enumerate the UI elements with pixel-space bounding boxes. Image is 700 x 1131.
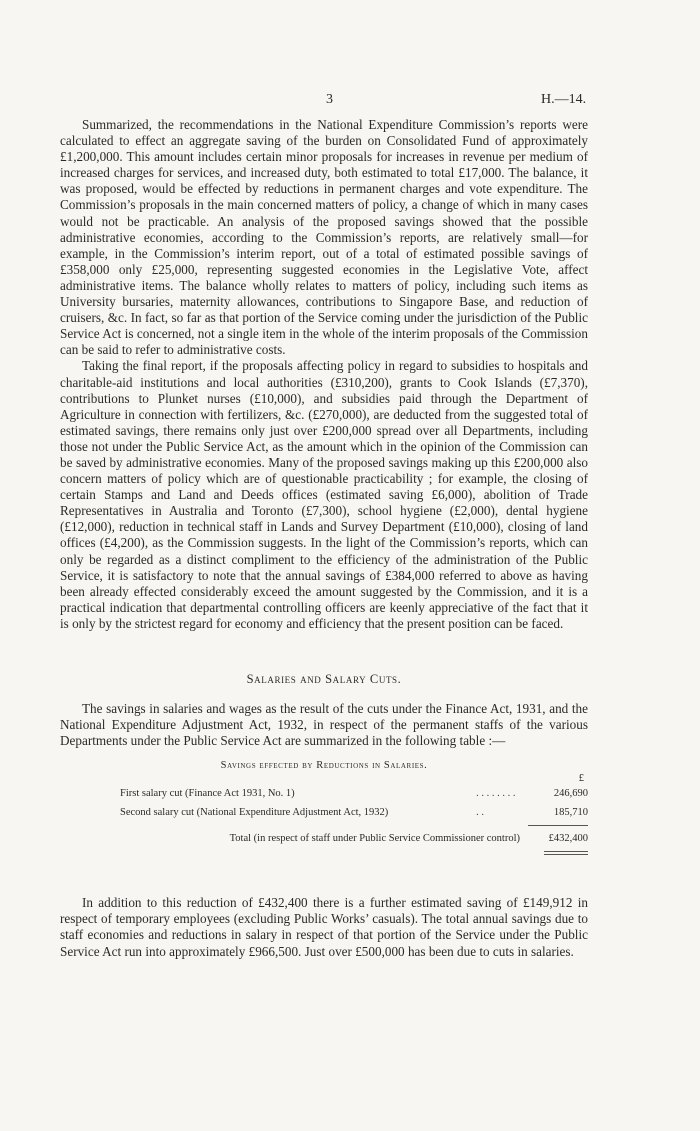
row-amount: 246,690 [553,788,588,800]
table-row [60,784,588,803]
sum-rule [528,825,588,826]
page-number: 3 [326,92,333,107]
table-title: Savings effected by Reductions in Salaries. [220,760,428,772]
currency-symbol: £ [578,773,584,785]
salary-savings-table [60,784,588,855]
section-heading: Salaries and Salary Cuts. [246,672,402,686]
total-label: Total (in respect of staff under Public Service Commissioner control) [229,833,520,845]
row-amount: 185,710 [553,807,588,819]
leader-dots: . . . . . . . . [476,788,516,800]
page-header [0,92,700,112]
document-reference: H.—14. [541,92,587,107]
table-row [60,803,588,822]
total-row [60,829,588,848]
sum-rule-row [60,822,588,829]
row-label: Second salary cut (National Expenditure Adjustment Act, 1932) [120,807,389,819]
paragraph-summary: Summarized, the recommendations in the National Expenditure Commission’s reports were calculated to effect an aggregate saving of the burden on Consolidated Fund of approximately £1,200,000. This amount includes certain minor proposals for increases in revenue per medium of increased charges for services, and increased duty, both estimated to total £17,000. The balance, it was proposed, would be effected by reductions in permanent charges and vote expenditure. The Commission’s proposals in the main concerned matters of policy, a change of which in many cases would not be practicable. An analysis of the proposed savings showed that the possible administrative economies, according to the Commission’s reports, are relatively small—for example, in the Commission’s interim report, out of a total of estimated possible savings of £358,000 only £25,000, representing suggested economies in the Legislative Vote, affect administrative items. The balance wholly relates to matters of policy, including such items as University bursaries, maternity allowances, contributions to Singapore Base, and reduction of cruisers, &c. In fact, so far as that portion of the Service coming under the jurisdiction of the Public Service Act is concerned, not a single item in the whole of the interim proposals of the Commission can be said to refer to administrative costs. [60,117,588,358]
double-rule-row [60,848,588,855]
paragraph-final-report: Taking the final report, if the proposals affecting policy in regard to subsidies to hospitals and charitable-aid institutions and local authorities (£310,200), grants to Cook Islands (£7,370), contributions to Plunket nurses (£10,000), and subsidies paid through the Department of Agriculture in connection with fertilizers, &c. (£270,000), are deducted from the suggested total of estimated savings, there remains only just over £200,000 spread over all Departments, including those not under the Public Service Act, as the amount which in the opinion of the Commission can be saved by administrative economies. Many of the proposed savings making up this £200,000 also concern matters of policy which are of questionable practicability ; for example, the closing of certain Stamps and Land and Deeds offices (estimated saving £6,000), abolition of Trade Representatives in Australia and Toronto (£7,300), school hygiene (£2,000), dental hygiene (£12,000), reduction in technical staff in Lands and Survey Department (£10,000), closing of land offices (£4,200), as the Commission suggests. In the light of the Commission’s reports, which can only be regarded as a distinct compliment to the efficiency of the administration of the Public Service, it is satisfactory to note that the annual savings of £384,000 referred to above as having been already effected considerably exceed the amount suggested by the Commission, and it is a practical indication that departmental controlling officers are keenly appreciative of the fact that it is only by the strictest regard for economy and efficiency that the present position can be faced. [60,358,588,631]
row-label: First salary cut (Finance Act 1931, No. 1) [120,788,295,800]
leader-dots: . . [476,807,484,819]
double-rule [544,851,588,855]
paragraph-savings-intro: The savings in salaries and wages as the result of the cuts under the Finance Act, 1931, and the National Expenditure Adjustment Act, 1932, in respect of the permanent staffs of the various Departments under the Public Service Act are summarized in the following table :— [60,701,588,749]
paragraph-additional-savings: In addition to this reduction of £432,400 there is a further estimated saving of £149,912 in respect of temporary employees (excluding Public Works’ casuals). The total annual savings due to staff economies and reductions in salary in respect of that portion of the Service under the Public Service Act run into approximately £966,500. Just over £500,000 has been due to cuts in salaries. [60,895,588,959]
page-body [60,117,588,960]
total-amount: £432,400 [548,833,588,845]
